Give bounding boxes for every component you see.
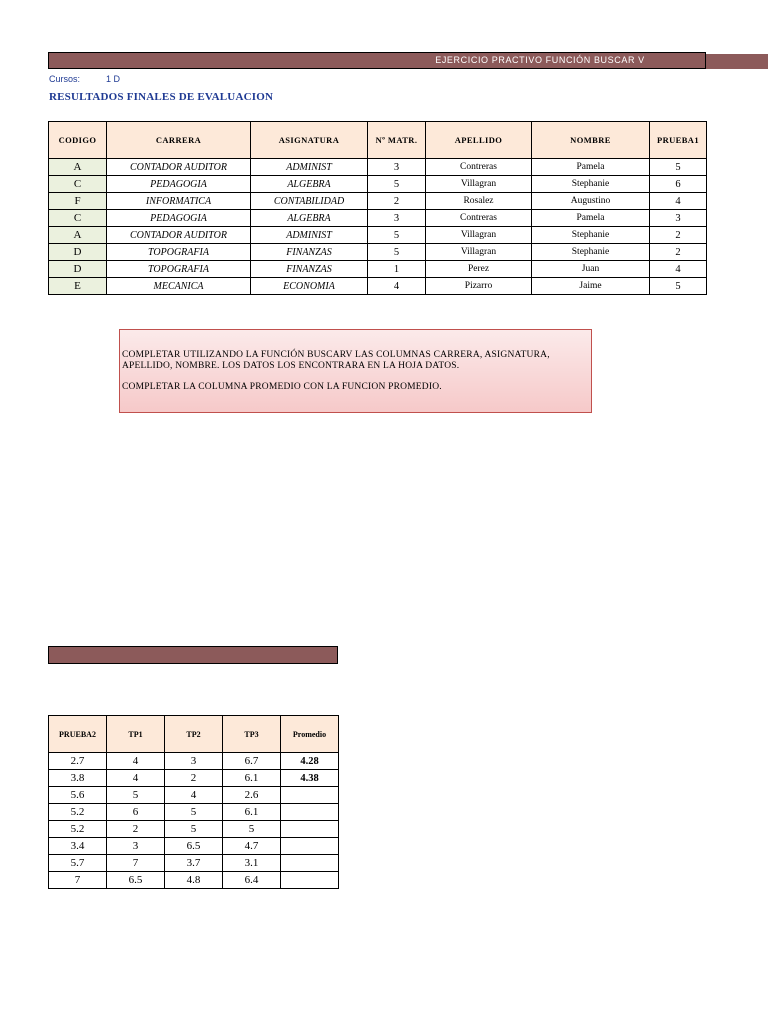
cell-tp1[interactable]: 2 <box>107 821 165 838</box>
cell-tp1[interactable]: 3 <box>107 838 165 855</box>
cell-tp2[interactable]: 3 <box>165 753 223 770</box>
cell-asignatura[interactable]: CONTABILIDAD <box>251 193 368 210</box>
cell-prueba1[interactable]: 5 <box>650 159 707 176</box>
results-title: RESULTADOS FINALES DE EVALUACION <box>49 91 274 103</box>
table-row <box>49 872 339 889</box>
cell-nombre[interactable]: Stephanie <box>532 227 650 244</box>
header-tp3[interactable]: TP3 <box>223 716 281 753</box>
header-prueba2[interactable]: PRUEBA2 <box>49 716 107 753</box>
cell-asignatura[interactable]: ECONOMIA <box>251 278 368 295</box>
cell-apellido[interactable]: Perez <box>426 261 532 278</box>
cell-tp3[interactable]: 6.7 <box>223 753 281 770</box>
cell-n-matr[interactable]: 5 <box>368 176 426 193</box>
cell-nombre[interactable]: Augustino <box>532 193 650 210</box>
cell-codigo[interactable]: F <box>49 193 107 210</box>
cell-apellido[interactable]: Rosalez <box>426 193 532 210</box>
instructions-line-2: COMPLETAR LA COLUMNA PROMEDIO CON LA FUNCION PROMEDIO. <box>122 382 442 392</box>
cell-promedio[interactable] <box>281 821 339 838</box>
table-row <box>49 787 339 804</box>
cell-codigo[interactable]: A <box>49 227 107 244</box>
cell-asignatura[interactable]: ADMINIST <box>251 227 368 244</box>
section-bar <box>48 646 338 664</box>
table-row <box>49 821 339 838</box>
cell-carrera[interactable]: PEDAGOGIA <box>107 176 251 193</box>
cell-nombre[interactable]: Juan <box>532 261 650 278</box>
header-codigo[interactable]: CODIGO <box>49 122 107 159</box>
header-tp2[interactable]: TP2 <box>165 716 223 753</box>
header-carrera[interactable]: CARRERA <box>107 122 251 159</box>
cell-n-matr[interactable]: 3 <box>368 210 426 227</box>
cell-tp1[interactable]: 4 <box>107 770 165 787</box>
cell-prueba2[interactable]: 2.7 <box>49 753 107 770</box>
cell-codigo[interactable]: E <box>49 278 107 295</box>
cell-n-matr[interactable]: 3 <box>368 159 426 176</box>
table-row <box>49 244 707 261</box>
cell-prueba1[interactable]: 3 <box>650 210 707 227</box>
cell-tp3[interactable]: 5 <box>223 821 281 838</box>
cell-tp3[interactable]: 3.1 <box>223 855 281 872</box>
cell-n-matr[interactable]: 1 <box>368 261 426 278</box>
header-promedio[interactable]: Promedio <box>281 716 339 753</box>
cursos-label: Cursos: <box>49 74 81 84</box>
grades-header-row <box>49 716 339 753</box>
cell-nombre[interactable]: Stephanie <box>532 244 650 261</box>
cell-tp2[interactable]: 2 <box>165 770 223 787</box>
cell-tp3[interactable]: 6.1 <box>223 770 281 787</box>
cell-prueba1[interactable]: 6 <box>650 176 707 193</box>
cell-carrera[interactable]: CONTADOR AUDITOR <box>107 227 251 244</box>
cell-n-matr[interactable]: 4 <box>368 278 426 295</box>
cell-tp1[interactable]: 6 <box>107 804 165 821</box>
cell-codigo[interactable]: D <box>49 244 107 261</box>
table-row <box>49 855 339 872</box>
cell-tp3[interactable]: 6.4 <box>223 872 281 889</box>
cell-prueba2[interactable]: 3.4 <box>49 838 107 855</box>
cell-carrera[interactable]: PEDAGOGIA <box>107 210 251 227</box>
cell-carrera[interactable]: TOPOGRAFIA <box>107 244 251 261</box>
header-apellido[interactable]: APELLIDO <box>426 122 532 159</box>
header-asignatura[interactable]: ASIGNATURA <box>251 122 368 159</box>
table-row <box>49 838 339 855</box>
cell-prueba1[interactable]: 2 <box>650 244 707 261</box>
cell-carrera[interactable]: INFORMATICA <box>107 193 251 210</box>
header-n-matr[interactable]: Nº MATR. <box>368 122 426 159</box>
cell-nombre[interactable]: Jaime <box>532 278 650 295</box>
table-row <box>49 210 707 227</box>
cell-promedio[interactable] <box>281 804 339 821</box>
cell-carrera[interactable]: TOPOGRAFIA <box>107 261 251 278</box>
cell-tp2[interactable]: 3.7 <box>165 855 223 872</box>
cell-tp1[interactable]: 7 <box>107 855 165 872</box>
cell-prueba1[interactable]: 4 <box>650 261 707 278</box>
cell-promedio[interactable] <box>281 787 339 804</box>
cell-nombre[interactable]: Pamela <box>532 159 650 176</box>
table-row <box>49 193 707 210</box>
cell-prueba1[interactable]: 4 <box>650 193 707 210</box>
cell-prueba2[interactable]: 5.6 <box>49 787 107 804</box>
cell-tp3[interactable]: 2.6 <box>223 787 281 804</box>
cursos-value[interactable]: 1 D <box>106 74 121 84</box>
cell-prueba2[interactable]: 3.8 <box>49 770 107 787</box>
table-row <box>49 770 339 787</box>
cell-nombre[interactable]: Pamela <box>532 210 650 227</box>
cell-prueba2[interactable]: 7 <box>49 872 107 889</box>
cell-apellido[interactable]: Contreras <box>426 159 532 176</box>
title-bar-extension <box>706 54 768 69</box>
cell-tp2[interactable]: 5 <box>165 804 223 821</box>
cell-tp3[interactable]: 6.1 <box>223 804 281 821</box>
cell-promedio[interactable]: 4.38 <box>281 770 339 787</box>
sheet-title: EJERCICIO PRACTIVO FUNCIÓN BUSCAR V <box>435 55 645 65</box>
cell-tp2[interactable]: 5 <box>165 821 223 838</box>
results-table <box>48 121 707 295</box>
results-header-row <box>49 122 707 159</box>
cell-promedio[interactable] <box>281 855 339 872</box>
table-row <box>49 159 707 176</box>
table-row <box>49 804 339 821</box>
cell-promedio[interactable] <box>281 838 339 855</box>
cell-nombre[interactable]: Stephanie <box>532 176 650 193</box>
cell-tp3[interactable]: 4.7 <box>223 838 281 855</box>
cell-codigo[interactable]: A <box>49 159 107 176</box>
cell-prueba1[interactable]: 2 <box>650 227 707 244</box>
cell-n-matr[interactable]: 5 <box>368 227 426 244</box>
header-prueba1[interactable]: PRUEBA1 <box>650 122 707 159</box>
cell-asignatura[interactable]: ADMINIST <box>251 159 368 176</box>
instructions-note <box>119 329 592 413</box>
cell-prueba2[interactable]: 5.2 <box>49 821 107 838</box>
cell-asignatura[interactable]: ALGEBRA <box>251 176 368 193</box>
cell-prueba2[interactable]: 5.2 <box>49 804 107 821</box>
cell-prueba2[interactable]: 5.7 <box>49 855 107 872</box>
cell-carrera[interactable]: CONTADOR AUDITOR <box>107 159 251 176</box>
cell-codigo[interactable]: D <box>49 261 107 278</box>
grades-table <box>48 715 339 889</box>
cell-prueba1[interactable]: 5 <box>650 278 707 295</box>
table-row <box>49 278 707 295</box>
cell-asignatura[interactable]: FINANZAS <box>251 244 368 261</box>
cell-apellido[interactable]: Villagran <box>426 176 532 193</box>
cell-tp2[interactable]: 4 <box>165 787 223 804</box>
cell-tp1[interactable]: 5 <box>107 787 165 804</box>
cell-asignatura[interactable]: FINANZAS <box>251 261 368 278</box>
cell-tp1[interactable]: 6.5 <box>107 872 165 889</box>
table-row <box>49 176 707 193</box>
cell-apellido[interactable]: Villagran <box>426 227 532 244</box>
cell-tp2[interactable]: 6.5 <box>165 838 223 855</box>
cell-apellido[interactable]: Contreras <box>426 210 532 227</box>
table-row <box>49 261 707 278</box>
cell-codigo[interactable]: C <box>49 176 107 193</box>
table-row <box>49 753 339 770</box>
instructions-line-1: COMPLETAR UTILIZANDO LA FUNCIÓN BUSCARV LAS COLUMNAS CARRERA, ASIGNATURA, APELLIDO, NOMBRE. LOS DATOS LOS ENCONTRARA EN LA HOJA DATOS. <box>122 350 550 371</box>
cell-asignatura[interactable]: ALGEBRA <box>251 210 368 227</box>
cell-n-matr[interactable]: 5 <box>368 244 426 261</box>
cell-promedio[interactable]: 4.28 <box>281 753 339 770</box>
header-nombre[interactable]: NOMBRE <box>532 122 650 159</box>
cell-tp1[interactable]: 4 <box>107 753 165 770</box>
cell-tp2[interactable]: 4.8 <box>165 872 223 889</box>
table-row <box>49 227 707 244</box>
cell-promedio[interactable] <box>281 872 339 889</box>
cell-n-matr[interactable]: 2 <box>368 193 426 210</box>
cell-codigo[interactable]: C <box>49 210 107 227</box>
cell-apellido[interactable]: Villagran <box>426 244 532 261</box>
cell-carrera[interactable]: MECANICA <box>107 278 251 295</box>
cell-apellido[interactable]: Pizarro <box>426 278 532 295</box>
header-tp1[interactable]: TP1 <box>107 716 165 753</box>
